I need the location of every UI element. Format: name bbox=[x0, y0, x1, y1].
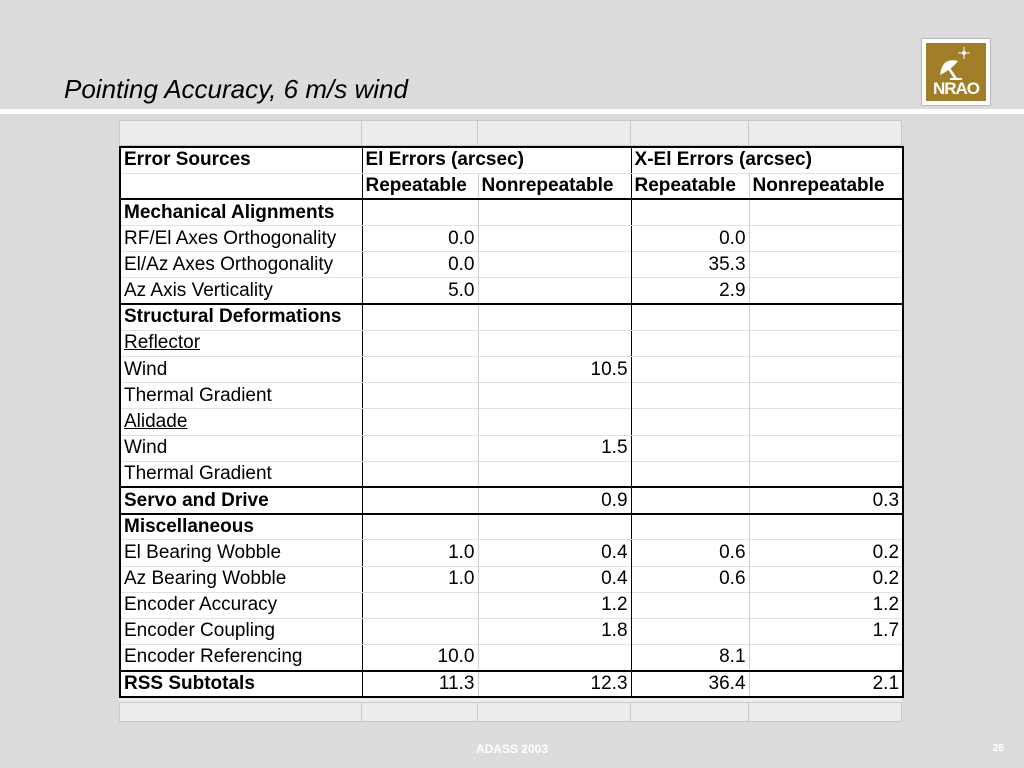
row-label: Miscellaneous bbox=[120, 514, 362, 540]
value-cell bbox=[478, 409, 631, 435]
table-header-row bbox=[120, 147, 903, 173]
spreadsheet-gridline-top bbox=[119, 120, 902, 146]
table-row bbox=[120, 487, 903, 513]
row-label: Structural Deformations bbox=[120, 304, 362, 330]
value-cell: 36.4 bbox=[631, 671, 749, 697]
row-label: Encoder Accuracy bbox=[120, 592, 362, 618]
row-label: Alidade bbox=[120, 409, 362, 435]
slide-footer: ADASS 2003 bbox=[475, 742, 549, 756]
value-cell: 0.4 bbox=[478, 540, 631, 566]
value-cell bbox=[749, 435, 903, 461]
row-label: RSS Subtotals bbox=[120, 671, 362, 697]
value-cell: 35.3 bbox=[631, 252, 749, 278]
value-cell bbox=[749, 252, 903, 278]
value-cell bbox=[631, 514, 749, 540]
value-cell: 8.1 bbox=[631, 645, 749, 671]
value-cell bbox=[631, 435, 749, 461]
value-cell: 10.0 bbox=[362, 645, 478, 671]
value-cell bbox=[478, 226, 631, 252]
value-cell bbox=[362, 383, 478, 409]
value-cell bbox=[631, 487, 749, 513]
value-cell: 12.3 bbox=[478, 671, 631, 697]
value-cell bbox=[749, 278, 903, 304]
value-cell bbox=[362, 514, 478, 540]
slide-title: Pointing Accuracy, 6 m/s wind bbox=[64, 74, 408, 104]
table-row bbox=[120, 461, 903, 487]
value-cell bbox=[749, 199, 903, 225]
value-cell: 0.3 bbox=[749, 487, 903, 513]
table-row bbox=[120, 409, 903, 435]
value-cell bbox=[362, 199, 478, 225]
subheader-xel-nonrepeatable: Nonrepeatable bbox=[749, 173, 903, 199]
value-cell: 1.0 bbox=[362, 566, 478, 592]
value-cell bbox=[749, 357, 903, 383]
value-cell bbox=[362, 435, 478, 461]
radio-dish-icon bbox=[934, 47, 978, 83]
value-cell: 1.2 bbox=[749, 592, 903, 618]
value-cell bbox=[631, 199, 749, 225]
table-row bbox=[120, 540, 903, 566]
value-cell: 1.7 bbox=[749, 618, 903, 644]
row-label: Mechanical Alignments bbox=[120, 199, 362, 225]
table-row bbox=[120, 304, 903, 330]
value-cell bbox=[362, 330, 478, 356]
subheader-blank bbox=[120, 173, 362, 199]
row-label: Encoder Coupling bbox=[120, 618, 362, 644]
value-cell bbox=[478, 645, 631, 671]
value-cell: 1.2 bbox=[478, 592, 631, 618]
table-row bbox=[120, 383, 903, 409]
value-cell bbox=[362, 618, 478, 644]
value-cell bbox=[631, 383, 749, 409]
value-cell bbox=[362, 409, 478, 435]
value-cell bbox=[749, 514, 903, 540]
value-cell bbox=[749, 226, 903, 252]
value-cell bbox=[478, 461, 631, 487]
table-row bbox=[120, 592, 903, 618]
header-el-errors: El Errors (arcsec) bbox=[362, 147, 631, 173]
row-label: Reflector bbox=[120, 330, 362, 356]
value-cell: 10.5 bbox=[478, 357, 631, 383]
value-cell: 5.0 bbox=[362, 278, 478, 304]
value-cell bbox=[478, 252, 631, 278]
value-cell: 1.8 bbox=[478, 618, 631, 644]
value-cell bbox=[478, 514, 631, 540]
title-divider bbox=[0, 109, 1024, 114]
value-cell bbox=[631, 461, 749, 487]
row-label: Encoder Referencing bbox=[120, 645, 362, 671]
value-cell bbox=[631, 409, 749, 435]
value-cell bbox=[362, 357, 478, 383]
value-cell bbox=[478, 199, 631, 225]
table-row bbox=[120, 566, 903, 592]
value-cell: 0.9 bbox=[478, 487, 631, 513]
value-cell bbox=[362, 304, 478, 330]
table-row bbox=[120, 618, 903, 644]
row-label: RF/El Axes Orthogonality bbox=[120, 226, 362, 252]
value-cell bbox=[749, 645, 903, 671]
value-cell: 0.6 bbox=[631, 540, 749, 566]
header-error-sources: Error Sources bbox=[120, 147, 362, 173]
row-label: Wind bbox=[120, 357, 362, 383]
value-cell bbox=[362, 461, 478, 487]
table-row bbox=[120, 278, 903, 304]
value-cell: 0.0 bbox=[362, 226, 478, 252]
value-cell: 2.9 bbox=[631, 278, 749, 304]
page-number: 28 bbox=[992, 743, 1004, 754]
value-cell: 1.5 bbox=[478, 435, 631, 461]
value-cell bbox=[631, 592, 749, 618]
value-cell bbox=[631, 304, 749, 330]
value-cell bbox=[631, 330, 749, 356]
value-cell: 2.1 bbox=[749, 671, 903, 697]
value-cell bbox=[749, 383, 903, 409]
table-row bbox=[120, 357, 903, 383]
table-row bbox=[120, 671, 903, 697]
nrao-logo bbox=[921, 38, 991, 106]
table-row bbox=[120, 435, 903, 461]
logo-badge bbox=[926, 43, 986, 101]
value-cell: 0.6 bbox=[631, 566, 749, 592]
value-cell bbox=[478, 278, 631, 304]
row-label: Thermal Gradient bbox=[120, 383, 362, 409]
value-cell: 0.4 bbox=[478, 566, 631, 592]
value-cell bbox=[478, 383, 631, 409]
value-cell bbox=[478, 304, 631, 330]
table-row bbox=[120, 226, 903, 252]
table-row bbox=[120, 330, 903, 356]
value-cell bbox=[749, 330, 903, 356]
value-cell: 0.0 bbox=[631, 226, 749, 252]
row-label: Az Bearing Wobble bbox=[120, 566, 362, 592]
row-label: Az Axis Verticality bbox=[120, 278, 362, 304]
row-label: Wind bbox=[120, 435, 362, 461]
spreadsheet-gridline-bottom bbox=[119, 702, 902, 722]
row-label: Thermal Gradient bbox=[120, 461, 362, 487]
row-label: El Bearing Wobble bbox=[120, 540, 362, 566]
value-cell: 11.3 bbox=[362, 671, 478, 697]
value-cell bbox=[362, 592, 478, 618]
table-row bbox=[120, 252, 903, 278]
subheader-xel-repeatable: Repeatable bbox=[631, 173, 749, 199]
value-cell: 0.2 bbox=[749, 540, 903, 566]
value-cell: 0.0 bbox=[362, 252, 478, 278]
row-label: Servo and Drive bbox=[120, 487, 362, 513]
value-cell bbox=[749, 409, 903, 435]
table-row bbox=[120, 199, 903, 225]
value-cell bbox=[631, 357, 749, 383]
spreadsheet-area bbox=[119, 120, 902, 722]
subheader-el-repeatable: Repeatable bbox=[362, 173, 478, 199]
row-label: El/Az Axes Orthogonality bbox=[120, 252, 362, 278]
value-cell: 1.0 bbox=[362, 540, 478, 566]
subheader-el-nonrepeatable: Nonrepeatable bbox=[478, 173, 631, 199]
pointing-error-table bbox=[119, 146, 904, 698]
value-cell bbox=[631, 618, 749, 644]
logo-text: NRAO bbox=[932, 79, 980, 98]
value-cell bbox=[749, 304, 903, 330]
value-cell bbox=[478, 330, 631, 356]
value-cell bbox=[749, 461, 903, 487]
table-row bbox=[120, 514, 903, 540]
value-cell bbox=[362, 487, 478, 513]
value-cell: 0.2 bbox=[749, 566, 903, 592]
table-subheader-row bbox=[120, 173, 903, 199]
header-xel-errors: X-El Errors (arcsec) bbox=[631, 147, 903, 173]
table-row bbox=[120, 645, 903, 671]
